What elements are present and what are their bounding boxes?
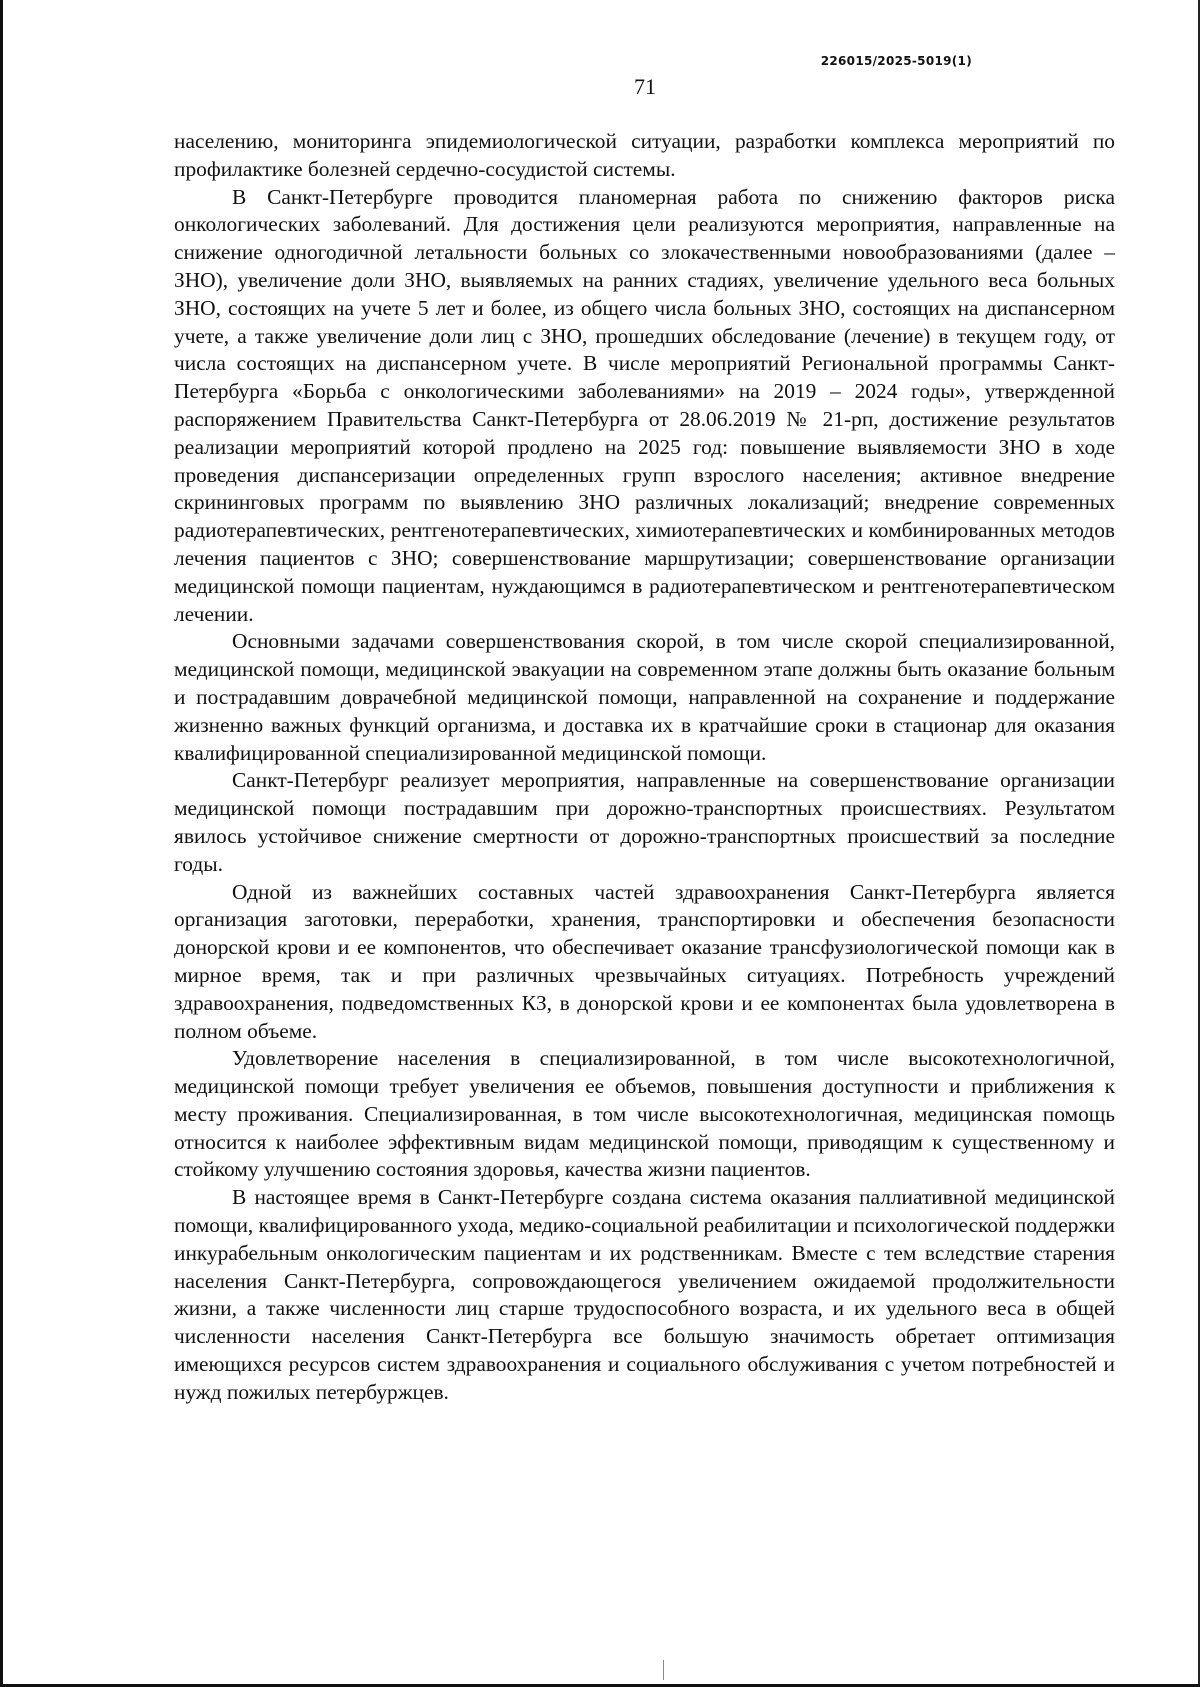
paragraph-high-tech-care: Удовлетворение населения в специализированной, в том числе высокотехнологичной, медицинской помощи требует увеличения ее объемов, повышения доступности и приближения к месту проживания. Специализированная, в том числе высокотехнологичная, медицинская помощь относится к наиболее эффективным видам медицинской помощи, приводящим к существенному и стойкому улучшению состояния здоровья, качества жизни пациентов. <box>174 1046 1115 1182</box>
paragraph-oncology: В Санкт-Петербурге проводится планомерная работа по снижению факторов риска онкологических заболеваний. Для достижения цели реализуются мероприятия, направленные на снижение одногодичной летальности больных со злокачественными новообразованиями (далее – ЗНО), увеличение доли ЗНО, выявляемых на ранних стадиях, увеличение удельного веса больных ЗНО, состоящих на учете 5 лет и более, из общего числа больных ЗНО, состоящих на диспансерном учете, а также увеличение доли лиц с ЗНО, прошедших обследование (лечение) в текущем году, от числа состоящих на диспансерном учете. В числе мероприятий Региональной программы Санкт-Петербурга «Борьба с онкологическими заболеваниями» на 2019 – 2024 годы», утвержденной распоряжением Правительства Санкт-Петербурга от 28.06.2019 № 21-рп, достижение результатов реализации мероприятий которой продлено на 2025 год: повышение выявляемости ЗНО в ходе проведения диспансеризации определенных групп взрослого населения; активное внедрение скрининговых программ по выявлению ЗНО различных локализаций; внедрение современных радиотерапевтических, рентгенотерапевтических, химиотерапевтических и комбинированных методов лечения пациентов с ЗНО; совершенствование маршрутизации; совершенствование организации медицинской помощи пациентам, нуждающимся в радиотерапевтическом и рентгенотерапевтическом лечении. <box>174 184 1115 626</box>
document-body <box>174 128 1115 1407</box>
paragraph-road-accidents: Санкт-Петербург реализует мероприятия, направленные на совершенствование организации медицинской помощи пострадавшим при дорожно-транспортных происшествиях. Результатом явилось устойчивое снижение смертности от дорожно-транспортных происшествий за последние годы. <box>174 768 1115 876</box>
scan-artifact-mark <box>663 1660 664 1680</box>
paragraph-palliative-care: В настоящее время в Санкт-Петербурге создана система оказания паллиативной медицинской помощи, квалифицированного ухода, медико-социальной реабилитации и психологической поддержки инкурабельным онкологическим пациентам и их родственникам. Вместе с тем вследствие старения населения Санкт-Петербурга, сопровождающегося увеличением ожидаемой продолжительности жизни, а также численности лиц старше трудоспособного возраста, и их удельного веса в общей численности населения Санкт-Петербурга все большую значимость обретает оптимизация имеющихся ресурсов систем здравоохранения и социального обслуживания с учетом потребностей и нужд пожилых петербуржцев. <box>174 1185 1115 1404</box>
page-number: 71 <box>634 74 656 99</box>
document-id: 226015/2025-5019(1) <box>820 54 972 68</box>
paragraph-emergency-care: Основными задачами совершенствования скорой, в том числе скорой специализированной, медицинской помощи, медицинской эвакуации на современном этапе должны быть оказание больным и пострадавшим доврачебной медицинской помощи, направленной на сохранение и поддержание жизненно важных функций организма, и доставка их в кратчайшие сроки в стационар для оказания квалифицированной специализированной медицинской помощи. <box>174 629 1115 765</box>
paragraph-donor-blood: Одной из важнейших составных частей здравоохранения Санкт-Петербурга является организация заготовки, переработки, хранения, транспортировки и обеспечения безопасности донорской крови и ее компонентов, что обеспечивает оказание трансфузиологической помощи как в мирное время, так и при различных чрезвычайных ситуациях. Потребность учреждений здравоохранения, подведомственных КЗ, в донорской крови и ее компонентах была удовлетворена в полном объеме. <box>174 879 1115 1043</box>
paragraph-continuation: населению, мониторинга эпидемиологической ситуации, разработки комплекса мероприятий по профилактике болезней сердечно-сосудистой системы. <box>174 129 1115 181</box>
scan-border-left <box>0 0 3 1687</box>
